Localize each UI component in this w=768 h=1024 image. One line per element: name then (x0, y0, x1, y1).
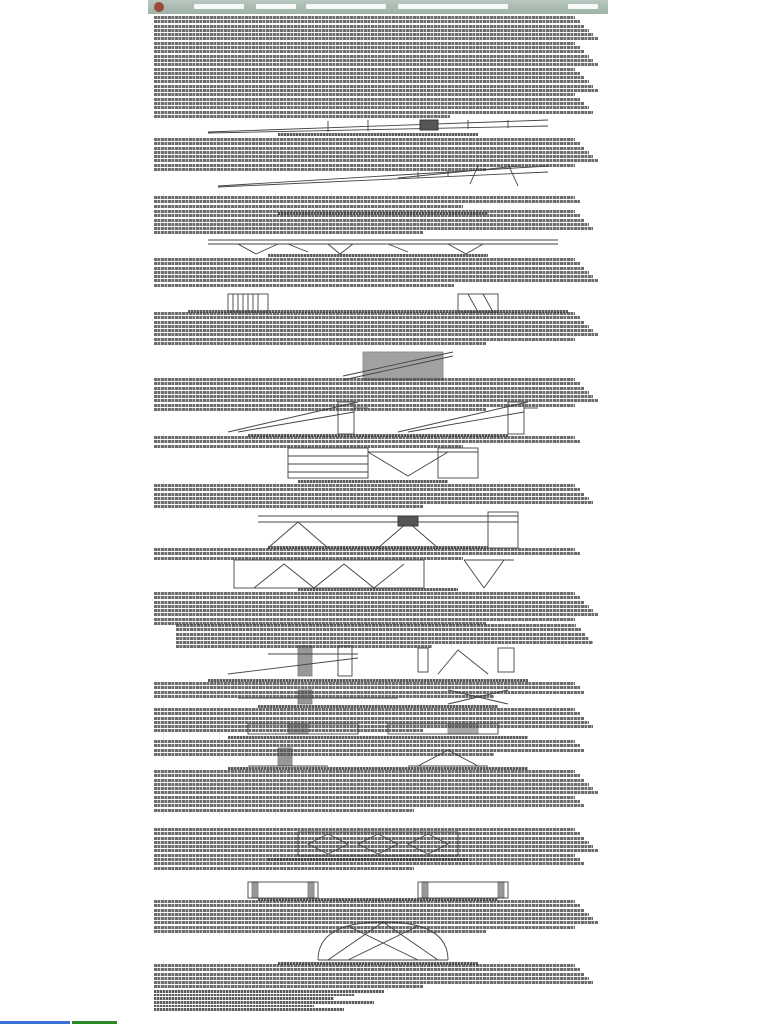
text-line (154, 387, 584, 390)
text-line (154, 72, 580, 75)
document-header-banner (148, 0, 608, 14)
figure-drawing-11 (238, 688, 528, 706)
text-line (154, 279, 598, 282)
text-line (154, 262, 580, 265)
text-line (154, 111, 593, 114)
text-line (154, 59, 593, 62)
text-line (154, 904, 580, 907)
text-line (154, 333, 598, 336)
text-line (154, 592, 575, 595)
figure-drawing-3 (208, 238, 558, 256)
figure-caption (278, 962, 478, 965)
text-line (154, 338, 575, 341)
text-line (154, 68, 575, 71)
text-line (154, 29, 589, 32)
text-line (154, 440, 580, 443)
header-title-bar (194, 4, 244, 9)
text-line (154, 342, 486, 345)
text-line (154, 33, 593, 36)
figure-drawing-8 (238, 510, 518, 550)
header-title-bar (398, 4, 508, 9)
text-line (154, 493, 584, 496)
text-line (154, 55, 589, 58)
text-line (154, 151, 589, 154)
figure-drawing-15 (248, 880, 518, 900)
text-line (154, 867, 414, 870)
text-line (154, 712, 580, 715)
text-line (154, 258, 575, 261)
text-line (154, 42, 575, 45)
text-line (154, 147, 584, 150)
text-line (176, 637, 589, 640)
text-line (154, 809, 414, 812)
text-line (154, 505, 423, 508)
figure-drawing-1 (208, 118, 548, 134)
text-line (154, 329, 593, 332)
figure-caption (228, 736, 528, 739)
text-line (154, 89, 598, 92)
text-line (154, 275, 593, 278)
text-line (154, 717, 584, 720)
figure-caption (278, 212, 488, 215)
paragraph-block (154, 196, 602, 209)
text-line (154, 804, 584, 807)
text-line (154, 325, 589, 328)
text-line (176, 628, 581, 631)
text-line (154, 16, 575, 19)
figure-drawing-10 (228, 644, 548, 678)
text-line (154, 20, 580, 23)
text-line (154, 200, 580, 203)
text-line (154, 488, 580, 491)
text-line (154, 93, 575, 96)
text-line (154, 267, 584, 270)
text-line (154, 106, 589, 109)
figure-drawing-2 (218, 162, 548, 188)
text-line (154, 321, 584, 324)
text-line (154, 605, 589, 608)
text-line (154, 219, 584, 222)
text-line (154, 63, 598, 66)
text-line (154, 774, 580, 777)
text-line (154, 501, 593, 504)
text-line (154, 682, 575, 685)
text-line (176, 633, 585, 636)
figure-drawing-16 (308, 916, 458, 962)
text-line (154, 981, 593, 984)
text-line (154, 708, 575, 711)
text-line (154, 223, 589, 226)
figure-caption (208, 679, 528, 682)
figure-drawing-12 (248, 722, 508, 736)
text-line (154, 46, 580, 49)
figure-caption (268, 858, 468, 861)
figure-drawing-7 (288, 446, 478, 480)
text-line (154, 196, 575, 199)
text-line (154, 138, 575, 141)
text-line (154, 102, 584, 105)
text-line (154, 796, 575, 799)
header-title-bar (256, 4, 296, 9)
text-line (154, 142, 580, 145)
text-line (154, 618, 575, 621)
text-line (154, 37, 598, 40)
paragraph-block (154, 592, 602, 626)
figure-drawing-13 (248, 746, 508, 768)
paragraph-block (154, 964, 602, 990)
logo-seal-icon (154, 2, 164, 12)
text-line (154, 391, 589, 394)
text-line (154, 973, 584, 976)
figure-drawing-6 (208, 396, 548, 436)
text-line (154, 770, 575, 773)
text-line (154, 800, 580, 803)
text-line (154, 382, 580, 385)
header-title-bar (306, 4, 386, 9)
text-line (154, 231, 423, 234)
text-line (154, 50, 584, 53)
paragraph-block (154, 770, 602, 813)
text-line (154, 497, 589, 500)
paragraph-block (154, 16, 602, 119)
text-line (154, 316, 580, 319)
text-line (154, 613, 598, 616)
text-line (154, 787, 593, 790)
footnote-block (154, 990, 394, 1018)
header-title-bar (568, 4, 598, 9)
text-line (154, 25, 584, 28)
paragraph-block (154, 258, 602, 288)
text-line (154, 791, 598, 794)
text-line (154, 977, 589, 980)
text-line (154, 596, 580, 599)
text-line (176, 624, 576, 627)
text-line (154, 909, 584, 912)
text-line (154, 271, 589, 274)
figure-caption (298, 480, 448, 483)
text-line (154, 862, 584, 865)
text-line (154, 227, 593, 230)
text-line (154, 155, 593, 158)
figure-drawing-14 (298, 830, 458, 858)
figure-drawing-5 (343, 350, 453, 382)
text-line (154, 98, 580, 101)
paragraph-block (154, 484, 602, 510)
text-line (154, 783, 589, 786)
text-line (154, 284, 454, 287)
text-line (154, 552, 580, 555)
text-line (154, 779, 584, 782)
text-line (154, 609, 593, 612)
paragraph-block (154, 312, 602, 346)
text-line (154, 205, 463, 208)
text-line (154, 740, 575, 743)
text-line (154, 601, 584, 604)
text-line (154, 968, 580, 971)
text-line (154, 76, 584, 79)
text-line (154, 484, 575, 487)
figure-drawing-9 (234, 556, 524, 592)
text-line (154, 85, 593, 88)
text-line (154, 985, 423, 988)
figure-drawing-4 (228, 292, 528, 314)
document-page (148, 0, 608, 1024)
text-line (154, 80, 589, 83)
